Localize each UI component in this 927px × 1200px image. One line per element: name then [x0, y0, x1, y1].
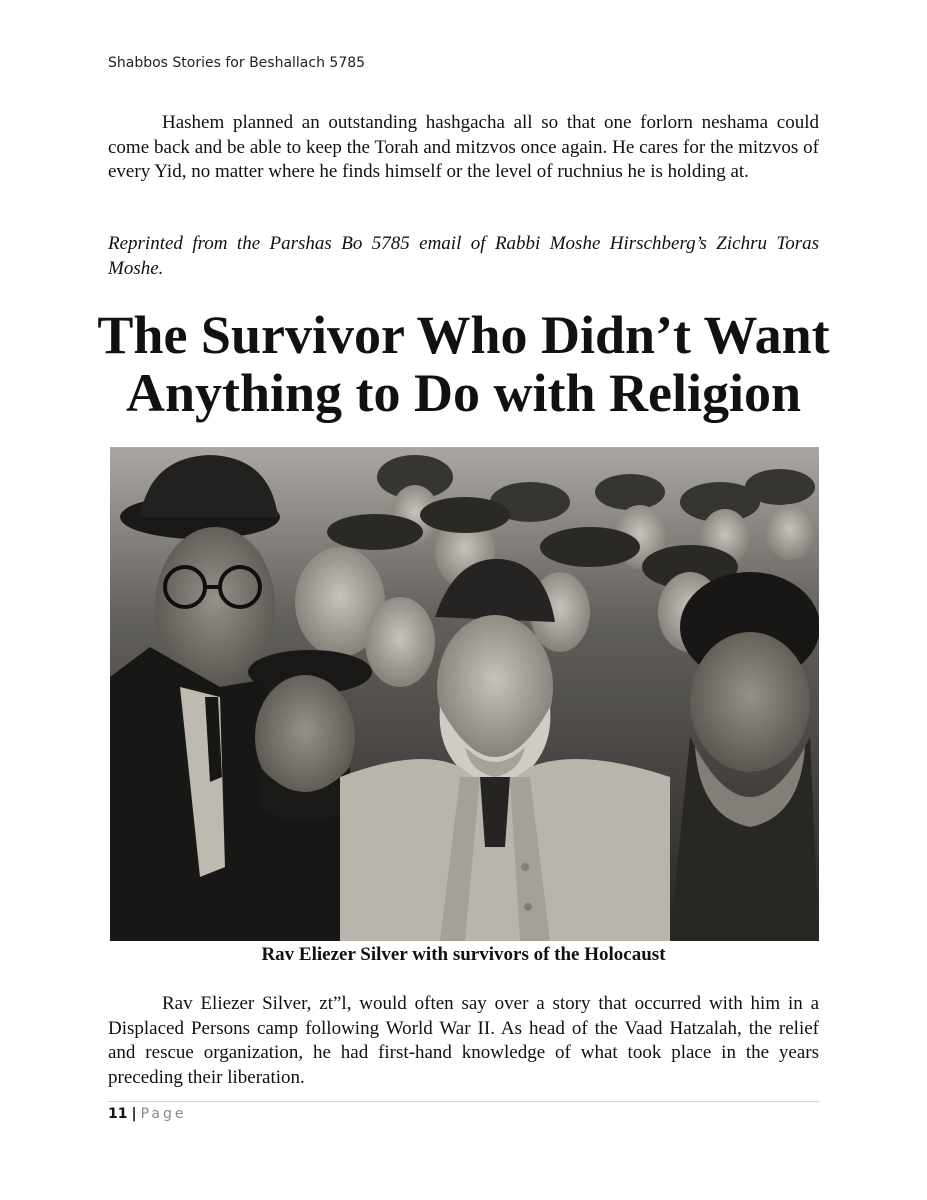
reprint-note: Reprinted from the Parshas Bo 5785 email of Rabbi Moshe Hirschberg’s Zichru Toras Moshe. — [108, 233, 819, 279]
intro-paragraph: Hashem planned an outstanding hashgacha all so that one forlorn neshama could come back and be able to keep the Torah and mitzvos once again. He cares for the mitzvos of every Yid, no matter where he finds himself or the level of ruchnius he is holding at. — [108, 112, 819, 182]
article-title — [90, 306, 837, 422]
page-footer — [108, 1106, 187, 1122]
page-number: 11 — [108, 1106, 128, 1122]
running-header: Shabbos Stories for Beshallach 5785 — [108, 55, 366, 71]
article-paragraph: Rav Eliezer Silver, zt”l, would often say over a story that occurred with him in a Displaced Persons camp following World War II. As head of the Vaad Hatzalah, the relief and rescue organization, he had first-hand knowledge of what took place in the years preceding their liberation. — [108, 993, 819, 1088]
footer-separator: | — [131, 1106, 137, 1122]
article-title-line-2: Anything to Do with Religion — [125, 363, 802, 423]
footer-divider — [108, 1101, 819, 1102]
page-label: Page — [140, 1106, 187, 1122]
photo-caption: Rav Eliezer Silver with survivors of the Holocaust — [261, 944, 666, 965]
historical-photo — [110, 447, 819, 941]
article-title-line-1: The Survivor Who Didn’t Want — [97, 305, 830, 365]
